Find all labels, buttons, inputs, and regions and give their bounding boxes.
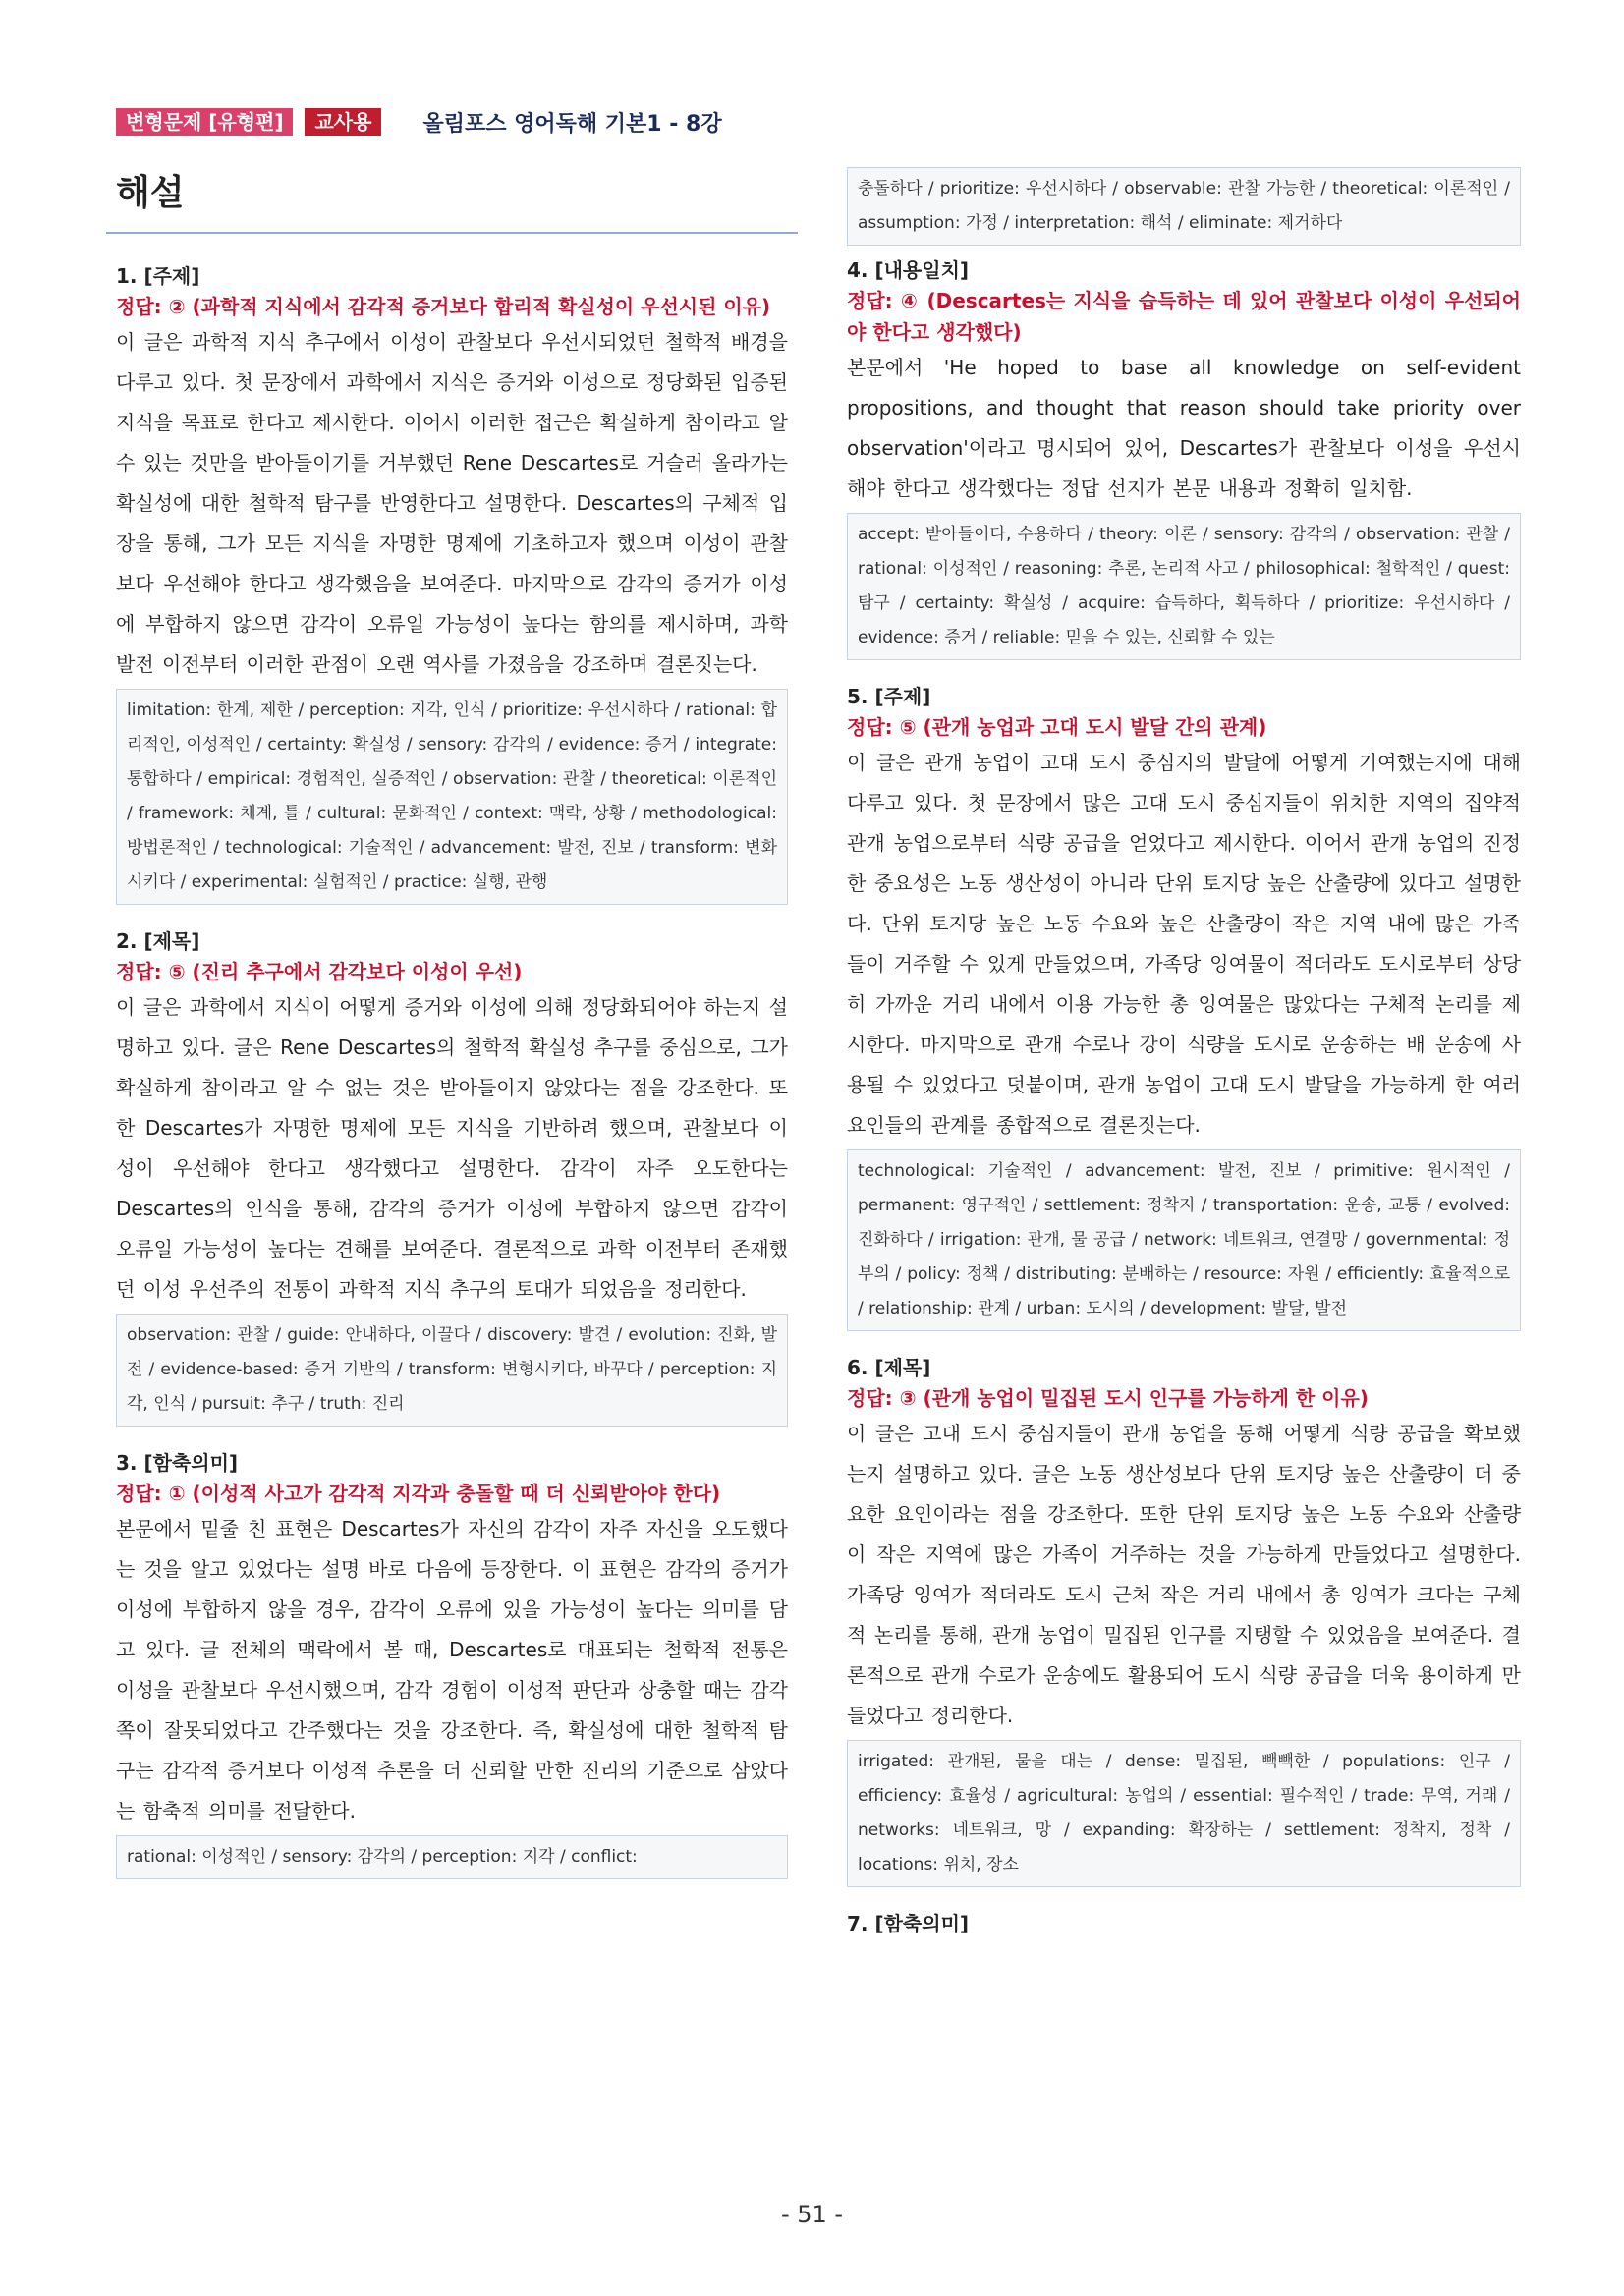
explanation-text: 이 글은 고대 도시 중심지들이 관개 농업을 통해 어떻게 식량 공급을 확보했는지 설명하고 있다. 글은 노동 생산성보다 단위 토지당 높은 산출량이 더 중요한 요인이라는 점을 강조한다. 또한 단위 토지당 높은 노동 수요와 산출량이 작은 지역에 많은 가족이 거주하는 것을 가능하게 만들었다고 설명한다. 가족당 잉여가 적더라도 도시 근처 작은 거리 내에서 총 잉여가 크다는 구체적 논리를 통해, 관개 농업이 밀집된 인구를 지탱할 수 있었음을 보여준다. 결론적으로 관개 수로가 운송에도 활용되어 도시 식량 공급을 더욱 용이하게 만들었다고 정리한다. — [847, 1422, 1521, 1727]
question-1 — [116, 261, 788, 905]
question-3 — [116, 1448, 788, 1879]
left-column — [116, 252, 788, 1901]
answer-line: 정답: ⑤ (진리 추구에서 감각보다 이성이 우선) — [116, 960, 523, 983]
vocabulary-box: limitation: 한계, 제한 / perception: 지각, 인식 / prioritize: 우선시하다 / rational: 합리적인, 이성적인 / certainty: 확실성 / sensory: 감각의 / evidence: 증거 / integrate: 통합하다 / empirical: 경험적인, 실증적인 / observation: 관찰 / theoretical: 이론적인 / framework: 체계, 틀 / cultural: 문화적인 / context: 맥락, 상황 / methodological: 방법론적인 / technological: 기술적인 / advancement: 발전, 진보 / transform: 변화시키다 / experimental: 실험적인 / practice: 실행, 관행 — [116, 689, 788, 905]
page-header — [116, 106, 722, 138]
vocabulary-box: technological: 기술적인 / advancement: 발전, 진보 / primitive: 원시적인 / permanent: 영구적인 / settlement: 정착지 / transportation: 운송, 교통 / evolved: 진화하다 / irrigation: 관개, 물 공급 / network: 네트워크, 연결망 / governmental: 정부의 / policy: 정책 / distributing: 분배하는 / resource: 자원 / efficiently: 효율적으로 / relationship: 관계 / urban: 도시의 / development: 발달, 발전 — [847, 1149, 1521, 1331]
answer-line: 정답: ② (과학적 지식에서 감각적 증거보다 합리적 확실성이 우선시된 이유) — [116, 295, 771, 318]
answer-line: 정답: ④ (Descartes는 지식을 습득하는 데 있어 관찰보다 이성이 우선되어야 한다고 생각했다) — [847, 289, 1521, 344]
explanation-text: 이 글은 관개 농업이 고대 도시 중심지의 발달에 어떻게 기여했는지에 대해 다루고 있다. 첫 문장에서 많은 고대 도시 중심지들이 위치한 지역의 집약적 관개 농업으로부터 식량 공급을 얻었다고 제시한다. 이어서 관개 농업의 진정한 중요성은 노동 생산성이 아니라 단위 토지당 높은 산출량에 있다고 설명한다. 단위 토지당 높은 노동 수요와 높은 산출량이 작은 지역 내에 많은 가족들이 거주할 수 있게 만들었으며, 가족당 잉여물이 적더라도 도시로부터 상당히 가까운 거리 내에서 이용 가능한 총 잉여물은 많았다는 구체적 논리를 제시한다. 마지막으로 관개 수로나 강이 식량을 도시로 운송하는 배 운송에 사용될 수 있었다고 덧붙이며, 관개 농업이 고대 도시 발달을 가능하게 한 여러 요인들의 관계를 종합적으로 결론짓는다. — [847, 751, 1521, 1137]
question-7 — [847, 1909, 1521, 1938]
vocabulary-box: observation: 관찰 / guide: 안내하다, 이끌다 / discovery: 발견 / evolution: 진화, 발전 / evidence-based: 증거 기반의 / transform: 변형시키다, 바꾸다 / perception: 지각, 인식 / pursuit: 추구 / truth: 진리 — [116, 1314, 788, 1427]
teacher-badge: 교사용 — [305, 108, 381, 136]
vocabulary-box-continued: 충돌하다 / prioritize: 우선시하다 / observable: 관찰 가능한 / theoretical: 이론적인 / assumption: 가정 / interpretation: 해석 / eliminate: 제거하다 — [847, 167, 1521, 246]
explanation-text: 이 글은 과학에서 지식이 어떻게 증거와 이성에 의해 정당화되어야 하는지 설명하고 있다. 글은 Rene Descartes의 철학적 확실성 추구를 중심으로, 그가 확실하게 참이라고 알 수 없는 것은 받아들이지 않았다는 점을 강조한다. 또한 Descartes가 자명한 명제에 모든 지식을 기반하려 했으며, 관찰보다 이성이 우선해야 한다고 생각했다고 설명한다. 감각이 자주 오도한다는 Descartes의 인식을 통해, 감각의 증거가 이성에 부합하지 않으면 감각이 오류일 가능성이 높다는 견해를 보여준다. 결론적으로 과학 이전부터 존재했던 이성 우선주의 전통이 과학적 지식 추구의 토대가 되었음을 정리한다. — [116, 995, 788, 1301]
question-6 — [847, 1353, 1521, 1887]
section-title: 해설 — [116, 173, 185, 213]
page-number: - 51 - — [780, 2201, 844, 2228]
explanation-text: 이 글은 과학적 지식 추구에서 이성이 관찰보다 우선시되었던 철학적 배경을 다루고 있다. 첫 문장에서 과학에서 지식은 증거와 이성으로 정당화된 입증된 지식을 목표로 한다고 제시한다. 이어서 이러한 접근은 확실하게 참이라고 알 수 있는 것만을 받아들이기를 거부했던 Rene Descartes로 거슬러 올라가는 확실성에 대한 철학적 탐구를 반영한다고 설명한다. Descartes의 구체적 입장을 통해, 그가 모든 지식을 자명한 명제에 기초하고자 했으며 이성이 관찰보다 우선해야 한다고 생각했음을 보여준다. 마지막으로 감각의 증거가 이성에 부합하지 않으면 감각이 오류일 가능성이 높다는 함의를 제시하며, 과학 발전 이전부터 이러한 관점이 오랜 역사를 가졌음을 강조하며 결론짓는다. — [116, 330, 788, 676]
answer-line: 정답: ③ (관개 농업이 밀집된 도시 인구를 가능하게 한 이유) — [847, 1386, 1369, 1410]
question-2 — [116, 926, 788, 1427]
question-title: 6. [제목] — [847, 1356, 931, 1379]
vocabulary-box: irrigated: 관개된, 물을 대는 / dense: 밀집된, 빽빽한 / populations: 인구 / efficiency: 효율성 / agricultural: 농업의 / essential: 필수적인 / trade: 무역, 거래 / networks: 네트워크, 망 / expanding: 확장하는 / settlement: 정착지, 정착 / locations: 위치, 장소 — [847, 1740, 1521, 1887]
title-divider — [106, 232, 798, 234]
question-title: 7. [함축의미] — [847, 1912, 970, 1935]
question-title: 2. [제목] — [116, 929, 200, 953]
explanation-text: 본문에서 밑줄 친 표현은 Descartes가 자신의 감각이 자주 자신을 오도했다는 것을 알고 있었다는 설명 바로 다음에 등장한다. 이 표현은 감각의 증거가 이성에 부합하지 않을 경우, 감각이 오류에 있을 가능성이 높다는 의미를 담고 있다. 글 전체의 맥락에서 볼 때, Descartes로 대표되는 철학적 전통은 이성을 관찰보다 우선시했으며, 감각 경험이 이성적 판단과 상충할 때는 감각 쪽이 잘못되었다고 간주했다는 것을 강조한다. 즉, 확실성에 대한 철학적 탐구는 감각적 증거보다 이성적 추론을 더 신뢰할 만한 진리의 기준으로 삼았다는 함축적 의미를 전달한다. — [116, 1517, 788, 1822]
category-badge: 변형문제 [유형편] — [116, 108, 293, 136]
vocabulary-box: accept: 받아들이다, 수용하다 / theory: 이론 / sensory: 감각의 / observation: 관찰 / rational: 이성적인 / reasoning: 추론, 논리적 사고 / philosophical: 철학적인 / quest: 탐구 / certainty: 확실성 / acquire: 습득하다, 획득하다 / prioritize: 우선시하다 / evidence: 증거 / reliable: 믿을 수 있는, 신뢰할 수 있는 — [847, 513, 1521, 660]
right-column — [847, 167, 1521, 1960]
explanation-text: 본문에서 'He hoped to base all knowledge on self-evident propositions, and thought that reason should take priority over observation'이라고 명시되어 있어, Descartes가 관찰보다 이성을 우선시해야 한다고 생각했다는 정답 선지가 본문 내용과 정확히 일치함. — [847, 356, 1521, 500]
question-title: 3. [함축의미] — [116, 1451, 239, 1475]
vocabulary-box: rational: 이성적인 / sensory: 감각의 / perception: 지각 / conflict: — [116, 1835, 788, 1879]
question-title: 5. [주제] — [847, 685, 931, 708]
question-5 — [847, 682, 1521, 1331]
question-title: 4. [내용일치] — [847, 258, 970, 282]
answer-line: 정답: ⑤ (관개 농업과 고대 도시 발달 간의 관계) — [847, 715, 1267, 739]
question-title: 1. [주제] — [116, 264, 200, 288]
question-4 — [847, 255, 1521, 660]
book-title: 올림포스 영어독해 기본1 - 8강 — [422, 111, 722, 137]
answer-line: 정답: ① (이성적 사고가 감각적 지각과 충돌할 때 더 신뢰받아야 한다) — [116, 1482, 721, 1505]
